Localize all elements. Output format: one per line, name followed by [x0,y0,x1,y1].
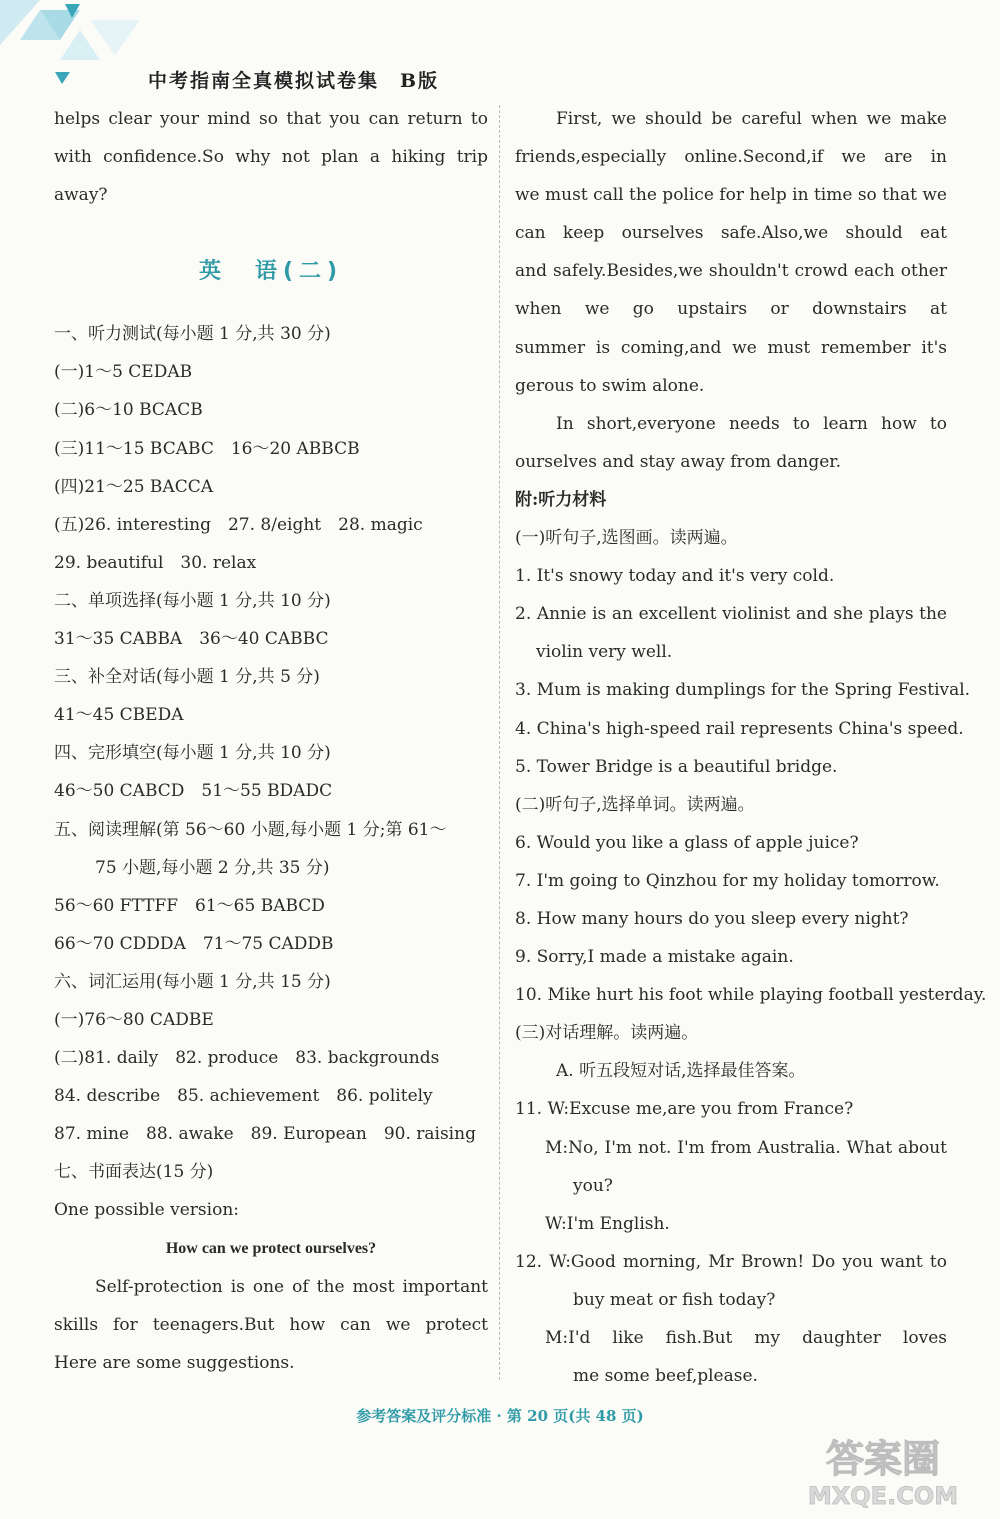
answer-line: (二)81. daily 82. produce 83. backgrounds [54,1048,440,1069]
answer-heading: 一、听力测试(每小题 1 分,共 30 分) [54,324,331,345]
listening-line: me some beef,please. [573,1366,758,1387]
answer-line: 87. mine 88. awake 89. European 90. raising [54,1124,476,1145]
essay-line: gerous to swim alone. [515,375,705,396]
listening-line: 2. Annie is an excellent violinist and she plays the [515,604,947,625]
listening-heading: (三)对话理解。读两遍。 [515,1023,699,1044]
answer-line: (四)21～25 BACCA [54,476,213,497]
answer-heading: 四、完形填空(每小题 1 分,共 10 分) [54,743,331,764]
appendix-title: 附:听力材料 [515,489,607,510]
answer-line: 29. beautiful 30. relax [54,552,257,573]
watermark-top: 答案圈 [825,1437,941,1481]
answer-line: (一)1～5 CEDAB [54,362,193,383]
answer-heading: 二、单项选择(每小题 1 分,共 10 分) [54,590,331,611]
essay-line: we must call the police for help in time so that we [515,185,947,206]
listening-line: 12. W:Good morning, Mr Brown! Do you want to [515,1251,947,1272]
listening-line: A. 听五段短对话,选择最佳答案。 [556,1061,806,1082]
text-line: helps clear your mind so that you can return to [54,109,488,129]
left-column [54,100,488,1382]
page-header: 中考指南全真模拟试卷集 B版 [148,70,440,92]
listening-line: 1. It's snowy today and it's very cold. [515,566,835,587]
essay-line: Here are some suggestions. [54,1352,295,1373]
listening-heading: (一)听句子,选图画。读两遍。 [515,528,738,549]
essay-line: summer is coming,and we must remember it's [515,337,947,358]
answer-line: 84. describe 85. achievement 86. politely [54,1086,433,1107]
listening-line: buy meat or fish today? [573,1289,776,1310]
answer-line: One possible version: [54,1200,239,1221]
listening-line: 3. Mum is making dumplings for the Spring Festival. [515,680,971,701]
answer-heading: 三、补全对话(每小题 1 分,共 5 分) [54,667,320,688]
essay-line: skills for teenagers.But how can we protect [54,1314,488,1335]
answer-line: (五)26. interesting 27. 8/eight 28. magic [54,514,423,535]
essay-line: and safely.Besides,we shouldn't crowd each other [515,261,947,282]
section-title: 英 语(二) [198,259,344,285]
answer-line: 31～35 CABBA 36～40 CABBC [54,629,329,650]
page-footer: 参考答案及评分标准 · 第 20 页(共 48 页) [356,1407,644,1425]
listening-line: 11. W:Excuse me,are you from France? [515,1099,854,1120]
watermark-bottom: MXQE.COM [807,1482,959,1510]
listening-line: 5. Tower Bridge is a beautiful bridge. [515,756,838,777]
answer-heading: 七、书面表达(15 分) [54,1162,214,1183]
essay-line: Self-protection is one of the most important [95,1276,488,1297]
listening-line: 9. Sorry,I made a mistake again. [515,947,794,968]
listening-line: you? [573,1175,613,1196]
listening-line: 4. China's high-speed rail represents China's speed. [515,718,964,739]
text-line: with confidence.So why not plan a hiking trip [54,147,488,168]
answer-heading: 75 小题,每小题 2 分,共 35 分) [95,857,330,878]
essay-line: friends,especially online.Second,if we are in [515,147,947,168]
answer-line: 41～45 CBEDA [54,705,184,726]
column-divider [499,105,500,1380]
listening-line: M:No, I'm not. I'm from Australia. What about [545,1137,947,1158]
essay-line: can keep ourselves safe.Also,we should eat [515,223,947,244]
text-line: away? [54,185,108,206]
listening-heading: (二)听句子,选择单词。读两遍。 [515,794,755,815]
listening-line: 8. How many hours do you sleep every night? [515,908,909,929]
essay-title: How can we protect ourselves? [165,1239,377,1257]
essay-line: First, we should be careful when we make [556,109,947,129]
essay-line: when we go upstairs or downstairs at [515,299,947,320]
listening-line: 10. Mike hurt his foot while playing football yesterday. [515,985,987,1006]
answer-line: 46～50 CABCD 51～55 BDADC [54,781,333,802]
listening-line: W:I'm English. [545,1213,670,1234]
answer-line: (三)11～15 BCABC 16～20 ABBCB [54,438,360,459]
answer-line: (一)76～80 CADBE [54,1009,214,1030]
watermark-logo [778,1430,988,1510]
essay-line: In short,everyone needs to learn how to [556,413,947,434]
answer-line: (二)6～10 BCACB [54,400,203,421]
answer-heading: 六、词汇运用(每小题 1 分,共 15 分) [54,971,331,992]
corner-decoration [0,0,160,100]
listening-line: 6. Would you like a glass of apple juice? [515,832,859,853]
answer-line: 66～70 CDDDA 71～75 CADDB [54,933,334,954]
right-column [515,100,987,1395]
listening-line: 7. I'm going to Qinzhou for my holiday tomorrow. [515,870,940,891]
answer-heading: 五、阅读理解(第 56～60 小题,每小题 1 分;第 61～ [54,819,447,840]
listening-line: M:I'd like fish.But my daughter loves [545,1328,947,1348]
essay-line: ourselves and stay away from danger. [515,451,841,472]
answer-line: 56～60 FTTFF 61～65 BABCD [54,895,325,916]
listening-line: violin very well. [536,642,673,663]
